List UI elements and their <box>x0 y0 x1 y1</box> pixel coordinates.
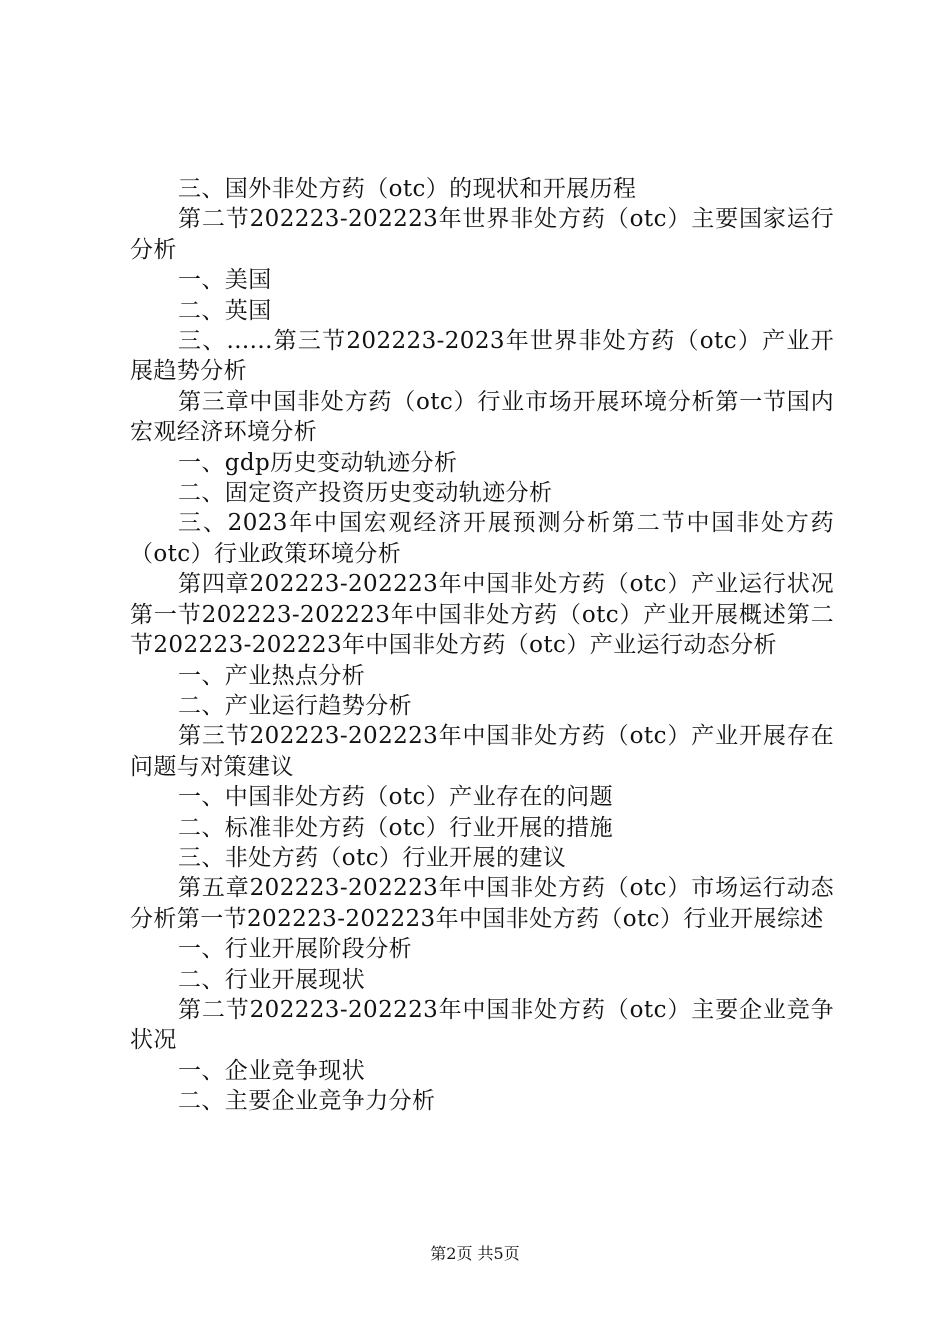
paragraph: 第三章中国非处方药（otc）行业市场开展环境分析第一节国内宏观经济环境分析 <box>130 388 834 446</box>
paragraph: 一、行业开展阶段分析 <box>178 936 412 963</box>
paragraph: 第五章202223-202223年中国非处方药（otc）市场运行动态分析第一节202223-202223年中国非处方药（otc）行业开展综述 <box>130 875 834 932</box>
paragraph: 一、美国 <box>178 267 272 294</box>
paragraph: 二、主要企业竞争力分析 <box>178 1088 436 1115</box>
paragraph: 第二节202223-202223年世界非处方药（otc）主要国家运行分析 <box>130 206 834 263</box>
paragraph: 二、英国 <box>178 297 272 324</box>
paragraph: 二、固定资产投资历史变动轨迹分析 <box>178 480 553 507</box>
paragraph: 一、企业竞争现状 <box>178 1057 366 1084</box>
paragraph: 三、2023年中国宏观经济开展预测分析第二节中国非处方药（otc）行业政策环境分析 <box>130 510 834 567</box>
paragraph: 一、中国非处方药（otc）产业存在的问题 <box>178 784 613 811</box>
document-body <box>130 174 834 1117</box>
paragraph: 一、gdp历史变动轨迹分析 <box>178 449 458 476</box>
paragraph: 第四章202223-202223年中国非处方药（otc）产业运行状况第一节202223-202223年中国非处方药（otc）产业开展概述第二节202223-202223年中国非处方药（otc）产业运行动态分析 <box>130 571 834 659</box>
paragraph: 三、......第三节202223-2023年世界非处方药（otc）产业开展趋势分析 <box>130 328 834 385</box>
paragraph: 二、产业运行趋势分析 <box>178 692 412 719</box>
paragraph: 三、非处方药（otc）行业开展的建议 <box>178 844 567 871</box>
paragraph: 一、产业热点分析 <box>178 662 366 689</box>
paragraph: 二、标准非处方药（otc）行业开展的措施 <box>178 814 613 841</box>
page-number-footer: 第2页 共5页 <box>430 1244 520 1263</box>
paragraph: 第二节202223-202223年中国非处方药（otc）主要企业竞争状况 <box>130 996 834 1054</box>
paragraph: 二、行业开展现状 <box>178 966 366 993</box>
paragraph: 三、国外非处方药（otc）的现状和开展历程 <box>178 176 637 202</box>
paragraph: 第三节202223-202223年中国非处方药（otc）产业开展存在问题与对策建议 <box>130 723 834 780</box>
